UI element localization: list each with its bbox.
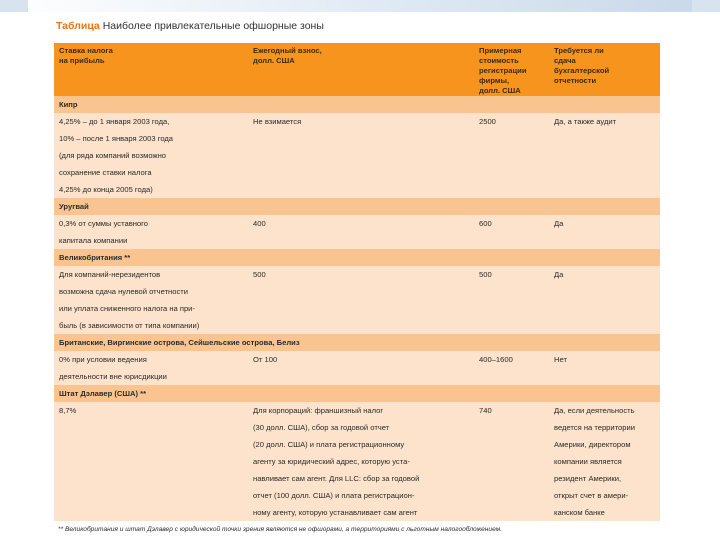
header-annual-fee [248, 43, 474, 96]
cell-line: Америки, директором [554, 440, 631, 449]
cell-line: быль (в зависимости от типа компании) [59, 321, 200, 330]
title-text: Наиболее привлекательные офшорные зоны [102, 20, 324, 32]
cell-line: Требуется ли [554, 46, 604, 55]
cell-line: навливает сам агент. Для LLC: сбор за годовой [253, 474, 420, 483]
tax-rate-cell [54, 351, 248, 385]
header-tax-rate [54, 43, 248, 96]
cell-line: 10% – после 1 января 2003 года [59, 134, 174, 143]
cell-line: Да, если деятельность [554, 406, 635, 415]
footnote: ** Великобритания и штат Дэлавер с юридической точки зрения являются не офшорами, а территориями с льготным налогообложением. [54, 521, 660, 537]
cell-line: на прибыль [59, 56, 105, 65]
annual-fee-cell [248, 113, 474, 198]
tax-rate-cell [54, 402, 248, 521]
tax-rate-cell [54, 266, 248, 334]
cell-line: ведется на территории [554, 423, 635, 432]
cell-line: стоимость [479, 56, 519, 65]
cell-line: долл. США [253, 56, 295, 65]
data-row [54, 215, 660, 249]
cell-line: Примерная [479, 46, 522, 55]
annual-fee-cell [248, 351, 474, 385]
cell-line: капитала компании [59, 236, 128, 245]
footnote-row [54, 521, 660, 537]
cell-line: 8,7% [59, 406, 77, 415]
annual-fee-cell [248, 266, 474, 334]
offshore-zones-table [54, 43, 660, 537]
cell-line: 2500 [479, 117, 496, 126]
section-row [54, 96, 660, 113]
annual-fee-cell [248, 215, 474, 249]
cell-line: Да, а также аудит [554, 117, 617, 126]
cell-line: долл. США [479, 86, 521, 95]
tax-rate-cell [54, 113, 248, 198]
title-prefix: Таблица [56, 20, 100, 32]
cell-line: возможна сдача нулевой отчетности [59, 287, 188, 296]
section-title: Британские, Виргинские острова, Сейшельские острова, Белиз [54, 334, 660, 351]
cell-line: резидент Америки, [554, 474, 622, 483]
registration-cost-cell [474, 113, 549, 198]
cell-line: отчетности [554, 76, 597, 85]
cell-line: Да [554, 270, 564, 279]
section-row [54, 249, 660, 266]
header-row [54, 43, 660, 96]
tax-rate-cell [54, 215, 248, 249]
cell-line: Для корпораций: франшизный налог [253, 406, 384, 415]
top-left-decoration [0, 0, 28, 12]
header-reporting-required [549, 43, 660, 96]
data-row [54, 113, 660, 198]
table-title [56, 20, 324, 32]
annual-fee-cell [248, 402, 474, 521]
cell-line: Да [554, 219, 564, 228]
section-row [54, 334, 660, 351]
cell-line: бухгалтерской [554, 66, 610, 75]
cell-line: сдача [554, 56, 576, 65]
section-title: Уругвай [54, 198, 660, 215]
cell-line: сохранение ставки налога [59, 168, 152, 177]
cell-line: отчет (100 долл. США) и плата регистрацион- [253, 491, 415, 500]
cell-line: или уплата сниженного налога на при- [59, 304, 195, 313]
registration-cost-cell [474, 402, 549, 521]
cell-line: 500 [479, 270, 492, 279]
cell-line: открыт счет в амери- [554, 491, 629, 500]
cell-line: фирмы, [479, 76, 510, 85]
registration-cost-cell [474, 351, 549, 385]
cell-line: (30 долл. США), сбор за годовой отчет [253, 423, 390, 432]
cell-line: 600 [479, 219, 492, 228]
cell-line: канском банке [554, 508, 605, 517]
cell-line: 500 [253, 270, 266, 279]
cell-line: компании является [554, 457, 622, 466]
reporting-cell [549, 266, 660, 334]
cell-line: 0,3% от суммы уставного [59, 219, 148, 228]
cell-line: регистрации [479, 66, 527, 75]
header-registration-cost [474, 43, 549, 96]
cell-line: 740 [479, 406, 492, 415]
cell-line: 400 [253, 219, 266, 228]
cell-line: (для ряда компаний возможно [59, 151, 167, 160]
section-title: Кипр [54, 96, 660, 113]
top-right-decoration [692, 0, 720, 12]
reporting-cell [549, 402, 660, 521]
data-row [54, 351, 660, 385]
section-row [54, 385, 660, 402]
cell-line: агенту за юридический адрес, которую уста- [253, 457, 410, 466]
cell-line: Для компаний-нерезидентов [59, 270, 161, 279]
cell-line: От 100 [253, 355, 278, 364]
cell-line: деятельности вне юрисдикции [59, 372, 167, 381]
section-row [54, 198, 660, 215]
cell-line: 4,25% до конца 2005 года) [59, 185, 153, 194]
cell-line: (20 долл. США) и плата регистрационному [253, 440, 405, 449]
cell-line: Не взимается [253, 117, 302, 126]
registration-cost-cell [474, 266, 549, 334]
cell-line: 0% при условии ведения [59, 355, 147, 364]
data-row [54, 266, 660, 334]
reporting-cell [549, 351, 660, 385]
cell-line: ному агенту, которую устанавливает сам агент [253, 508, 418, 517]
top-decoration-bar [0, 0, 720, 12]
cell-line: Нет [554, 355, 567, 364]
cell-line: Ставка налога [59, 46, 113, 55]
reporting-cell [549, 113, 660, 198]
data-row [54, 402, 660, 521]
section-title: Великобритания ** [54, 249, 660, 266]
section-title: Штат Дэлавер (США) ** [54, 385, 660, 402]
registration-cost-cell [474, 215, 549, 249]
cell-line: Ежегодный взнос, [253, 46, 322, 55]
cell-line: 400–1600 [479, 355, 513, 364]
cell-line: 4,25% – до 1 января 2003 года, [59, 117, 170, 126]
reporting-cell [549, 215, 660, 249]
